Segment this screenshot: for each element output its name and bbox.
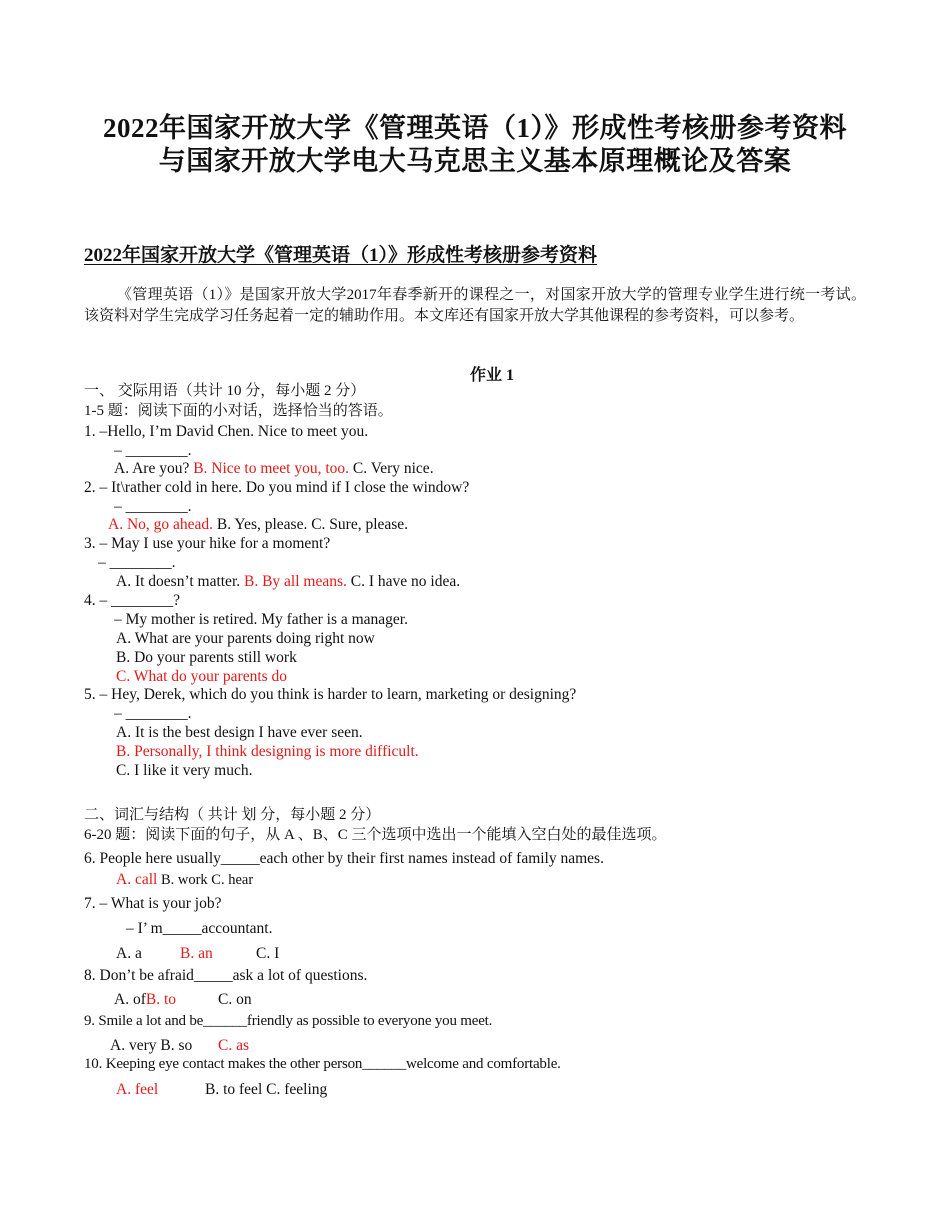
q2-option-rest: B. Yes, please. C. Sure, please. xyxy=(213,516,409,533)
section2-heading: 二、词汇与结构（ 共计 划 分，每小题 2 分） xyxy=(84,807,381,823)
q3-option-a: A. It doesn’t matter. xyxy=(116,573,244,590)
q5-option-a: A. It is the best design I have ever seen. xyxy=(116,724,363,741)
section1-instruction: 1-5 题：阅读下面的小对话，选择恰当的答语。 xyxy=(84,403,393,419)
q9-option-rest: A. very B. so xyxy=(110,1037,193,1054)
q2-blank: – ________. xyxy=(114,498,192,515)
q3-option-c: C. I have no idea. xyxy=(346,573,461,590)
q6-option-a-answer: A. call xyxy=(116,871,158,888)
q9-prompt: 9. Smile a lot and be______friendly as possible to everyone you meet. xyxy=(84,1013,493,1029)
q2-prompt: 2. – It\rather cold in here. Do you mind if I close the window? xyxy=(84,479,470,496)
q5-prompt: 5. – Hey, Derek, which do you think is harder to learn, marketing or designing? xyxy=(84,686,577,703)
q4-prompt: 4. – ________? xyxy=(84,592,181,609)
q7-prompt: 7. – What is your job? xyxy=(84,895,222,912)
q3-option-b-answer: B. By all means. xyxy=(244,573,347,590)
q3-prompt: 3. – May I use your hike for a moment? xyxy=(84,535,331,552)
q6-prompt: 6. People here usually_____each other by their first names instead of family names. xyxy=(84,850,604,867)
title-line-1: 2022年国家开放大学《管理英语（1）》形成性考核册参考资料 xyxy=(103,113,847,143)
q1-option-a: A. Are you? xyxy=(114,460,194,477)
q8-options xyxy=(114,990,176,1009)
q2-options xyxy=(108,515,408,534)
document-title xyxy=(40,112,910,178)
q1-options xyxy=(114,459,434,478)
q3-blank: – ________. xyxy=(98,554,176,571)
intro-paragraph: 《管理英语（1）》是国家开放大学2017年春季新开的课程之一，对国家开放大学的管理专业学生进行统一考试。该资料对学生完成学习任务起着一定的辅助作用。本文库还有国家开放大学其他课程的参考资料，可以参考。 xyxy=(84,287,866,324)
q6-option-rest: B. work C. hear xyxy=(157,872,254,888)
q4-option-b: B. Do your parents still work xyxy=(116,649,297,666)
q5-option-c: C. I like it very much. xyxy=(116,762,253,779)
q4-option-a: A. What are your parents doing right now xyxy=(116,630,375,647)
q8-prompt: 8. Don’t be afraid_____ask a lot of questions. xyxy=(84,967,368,984)
section-subtitle: 2022年国家开放大学《管理英语（1）》形成性考核册参考资料 xyxy=(84,245,598,266)
section2-instruction: 6-20 题：阅读下面的句子，从 A 、B、C 三个选项中选出一个能填入空白处的最佳选项。 xyxy=(84,827,667,843)
q1-option-c: C. Very nice. xyxy=(349,460,434,477)
q10-prompt: 10. Keeping eye contact makes the other person______welcome and comfortable. xyxy=(84,1056,561,1072)
q7-option-a: A. a xyxy=(116,945,142,962)
q1-blank: – ________. xyxy=(114,442,192,459)
q5-option-b-answer: B. Personally, I think designing is more difficult. xyxy=(116,743,419,760)
q7-option-b-answer: B. an xyxy=(180,945,213,962)
q3-options xyxy=(116,572,460,591)
q10-option-rest: B. to feel C. feeling xyxy=(205,1081,328,1098)
q10-option-a-answer: A. feel xyxy=(116,1081,159,1098)
q2-option-a-answer: A. No, go ahead. xyxy=(108,516,214,533)
q8-option-c: C. on xyxy=(218,991,252,1008)
q8-option-b-answer: B. to xyxy=(145,991,177,1008)
q5-blank: – ________. xyxy=(114,705,192,722)
q4-option-c-answer: C. What do your parents do xyxy=(116,668,288,685)
section1-heading: 一、 交际用语（共计 10 分，每小题 2 分） xyxy=(84,383,366,399)
q7-option-c: C. I xyxy=(256,945,280,962)
q1-prompt: 1. –Hello, I’m David Chen. Nice to meet you. xyxy=(84,423,369,440)
homework-title: 作业 1 xyxy=(469,367,514,384)
q7-reply: – I’ m_____accountant. xyxy=(126,920,273,937)
q9-option-c-answer: C. as xyxy=(218,1037,249,1054)
title-line-2: 与国家开放大学电大马克思主义基本原理概论及答案 xyxy=(158,146,792,176)
q8-option-a: A. of xyxy=(114,991,146,1008)
q1-option-b-answer: B. Nice to meet you, too. xyxy=(193,460,350,477)
q6-options xyxy=(116,870,253,890)
q4-reply: – My mother is retired. My father is a manager. xyxy=(114,611,408,628)
